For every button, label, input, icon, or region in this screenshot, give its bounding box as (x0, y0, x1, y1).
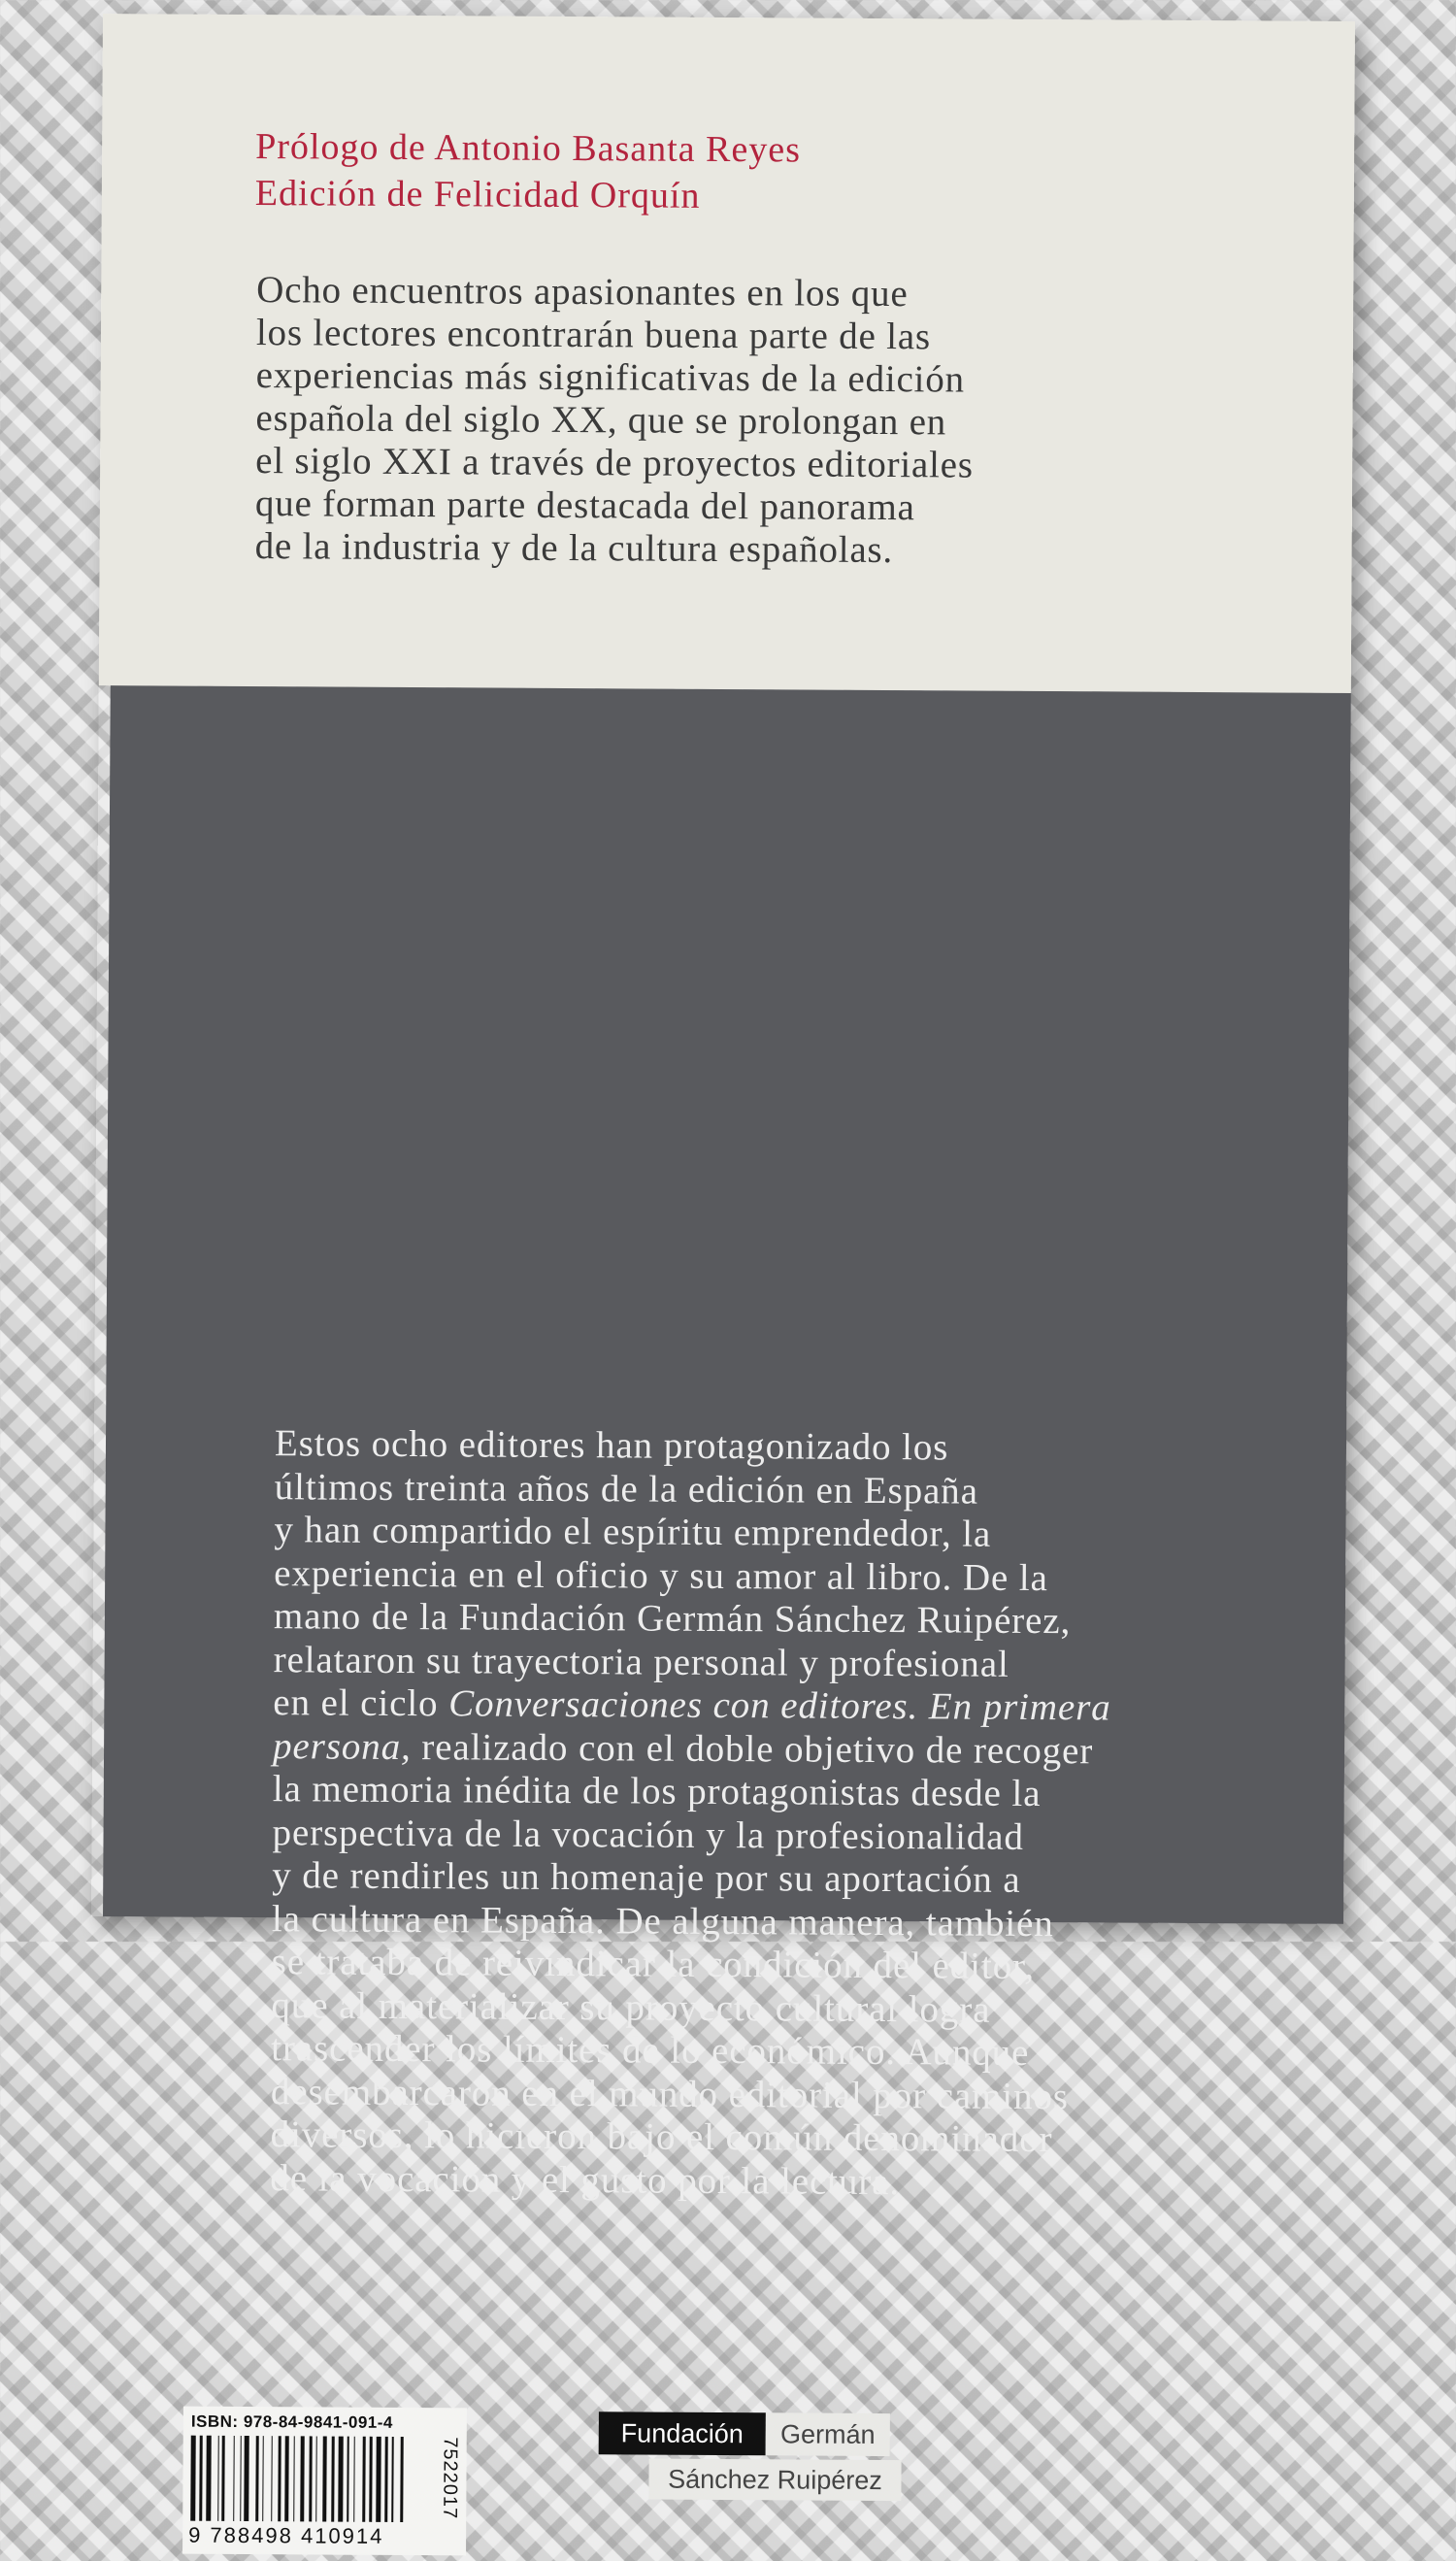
barcode-bar (300, 2436, 305, 2521)
cover-top-panel (99, 14, 1355, 693)
summary-text: Ocho encuentros apasionantes en los que los lectores encontrarán buena parte de las experiencias más significativas de la edición española del siglo XX, que se prolongan en el siglo XXI a través de proyectos editoriales que forman parte destacada del panorama de la industria y de la cultura españolas. (254, 269, 974, 572)
barcode-bar (384, 2437, 388, 2522)
barcode-bar (190, 2436, 195, 2521)
barcode-bar (322, 2437, 327, 2522)
barcode-bar (278, 2436, 281, 2521)
barcode-bar (315, 2436, 317, 2521)
isbn-label: ISBN: 978-84-9841-091-4 (190, 2411, 393, 2432)
logo-word-fundacion: Fundación (599, 2411, 766, 2455)
barcode-bar (309, 2436, 313, 2521)
barcode-bars (190, 2436, 429, 2522)
cover-bottom-panel (103, 685, 1351, 2548)
barcode-bar (233, 2436, 235, 2521)
barcode-bar (376, 2437, 381, 2522)
barcode-bar (221, 2436, 225, 2521)
barcode-bar (199, 2436, 203, 2521)
barcode-digits: 9 788498 410914 (188, 2522, 384, 2548)
book-back-cover (91, 14, 1355, 2548)
barcode-bar (362, 2437, 366, 2522)
prologue-credit: Prólogo de Antonio Basanta Reyes (255, 126, 802, 171)
description-part1: Estos ocho editores han protagonizado los últimos treinta años de la edición en España y han compartido el espíritu emprendedor, la experiencia en el oficio y su amor al libro. De la mano de la Fundación Germán Sánchez Ruipérez, relataron su trayectoria personal y profesional en el ciclo (273, 1422, 1072, 1725)
barcode-bar (255, 2436, 259, 2521)
barcode-bar (347, 2437, 348, 2522)
barcode-bar (284, 2436, 289, 2521)
series-title: Conversaciones con editores. En primera persona, (272, 1682, 1111, 1768)
barcode-bar (240, 2436, 242, 2521)
barcode-bar (262, 2436, 264, 2521)
barcode-bar (369, 2437, 373, 2522)
logo-word-german: Germán (766, 2412, 890, 2456)
barcode-bar (338, 2437, 343, 2522)
barcode-bar (293, 2436, 295, 2521)
barcode-bar (331, 2437, 335, 2522)
barcode-bar (391, 2437, 393, 2522)
barcode-addon: 7522017 (439, 2437, 461, 2520)
edition-credit: Edición de Felicidad Orquín (254, 173, 701, 216)
description-text (270, 1422, 1284, 2206)
barcode-bar (244, 2436, 248, 2521)
barcode-bar (206, 2436, 211, 2521)
barcode-bar (217, 2436, 219, 2521)
credits (255, 123, 801, 219)
barcode-bar (271, 2436, 273, 2521)
description-part2: realizado con el doble objetivo de recoger la memoria inédita de los protagonistas desde la perspectiva de la vocación y la profesionalidad y de rendirles un homenaje por su aportación a la cultura en España. De alguna manera, también se trataba de reivindicar la condición del editor, que al materializar su proyecto cultural logra trascender los límites de lo económico. Aunque desembarcaron en el mundo editorial por caminos diversos, lo hicieron bajo el común denominador de la vocación y el gusto por la lectura. (270, 1725, 1094, 2203)
barcode-box (182, 2407, 467, 2556)
barcode-bar (353, 2437, 355, 2522)
barcode-bar (400, 2437, 404, 2522)
logo-word-sanchez-ruiperez: Sánchez Ruipérez (648, 2459, 901, 2502)
